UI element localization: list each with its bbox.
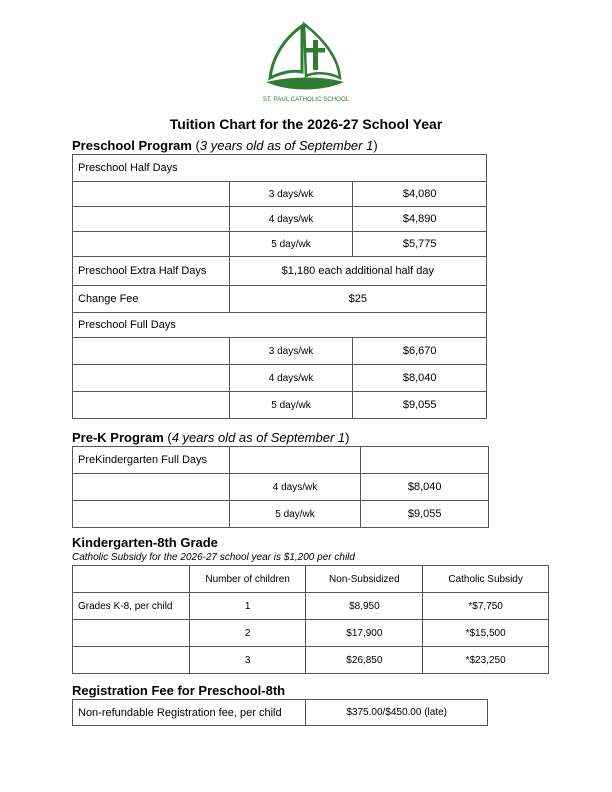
- prek-table: [72, 446, 489, 528]
- section-label: Preschool Half Days: [73, 155, 487, 182]
- table-header-row: [73, 566, 549, 593]
- table-row: Non-refundable Registration fee, per child $375.00/$450.00 (late): [73, 700, 488, 726]
- table-row: PreKindergarten Full Days: [73, 447, 489, 474]
- column-header: Non-Subsidized: [306, 566, 423, 593]
- sailboat-cross-icon: [252, 20, 360, 98]
- prek-heading: Pre-K Program (4 years old as of September 1): [72, 430, 350, 445]
- table-row: Grades K-8, per child 1 $8,950 *$7,750: [73, 593, 549, 620]
- table-row: Preschool Extra Half Days $1,180 each additional half day: [73, 257, 487, 286]
- table-row: 4 days/wk $8,040: [73, 474, 489, 501]
- table-row: 4 days/wk $4,890: [73, 207, 487, 232]
- table-row: 5 day/wk $9,055: [73, 501, 489, 528]
- column-header: Catholic Subsidy: [423, 566, 549, 593]
- k8-subsidy-note: Catholic Subsidy for the 2026-27 school year is $1,200 per child: [72, 552, 355, 563]
- school-name: ST. PAUL CATHOLIC SCHOOL: [262, 97, 350, 103]
- table-row: 4 days/wk $8,040: [73, 365, 487, 392]
- table-row: 5 day/wk $5,775: [73, 232, 487, 257]
- table-row: [73, 155, 487, 182]
- table-row: 3 $26,850 *$23,250: [73, 647, 549, 674]
- k8-table: [72, 565, 549, 674]
- registration-table: [72, 699, 488, 726]
- table-row: 5 day/wk $9,055: [73, 392, 487, 419]
- table-row: Preschool Full Days: [73, 313, 487, 338]
- school-logo: [252, 20, 360, 110]
- registration-heading: Registration Fee for Preschool-8th: [72, 683, 286, 698]
- table-row: 3 days/wk $4,080: [73, 182, 487, 207]
- column-header: Number of children: [189, 566, 306, 593]
- table-row: 2 $17,900 *$15,500: [73, 620, 549, 647]
- k8-heading: Kindergarten-8th Grade: [72, 535, 218, 550]
- table-row: Change Fee $25: [73, 286, 487, 313]
- preschool-heading: Preschool Program (3 years old as of September 1): [72, 138, 378, 153]
- table-row: 3 days/wk $6,670: [73, 338, 487, 365]
- page-title: Tuition Chart for the 2026-27 School Year: [169, 116, 443, 132]
- preschool-table: [72, 154, 487, 419]
